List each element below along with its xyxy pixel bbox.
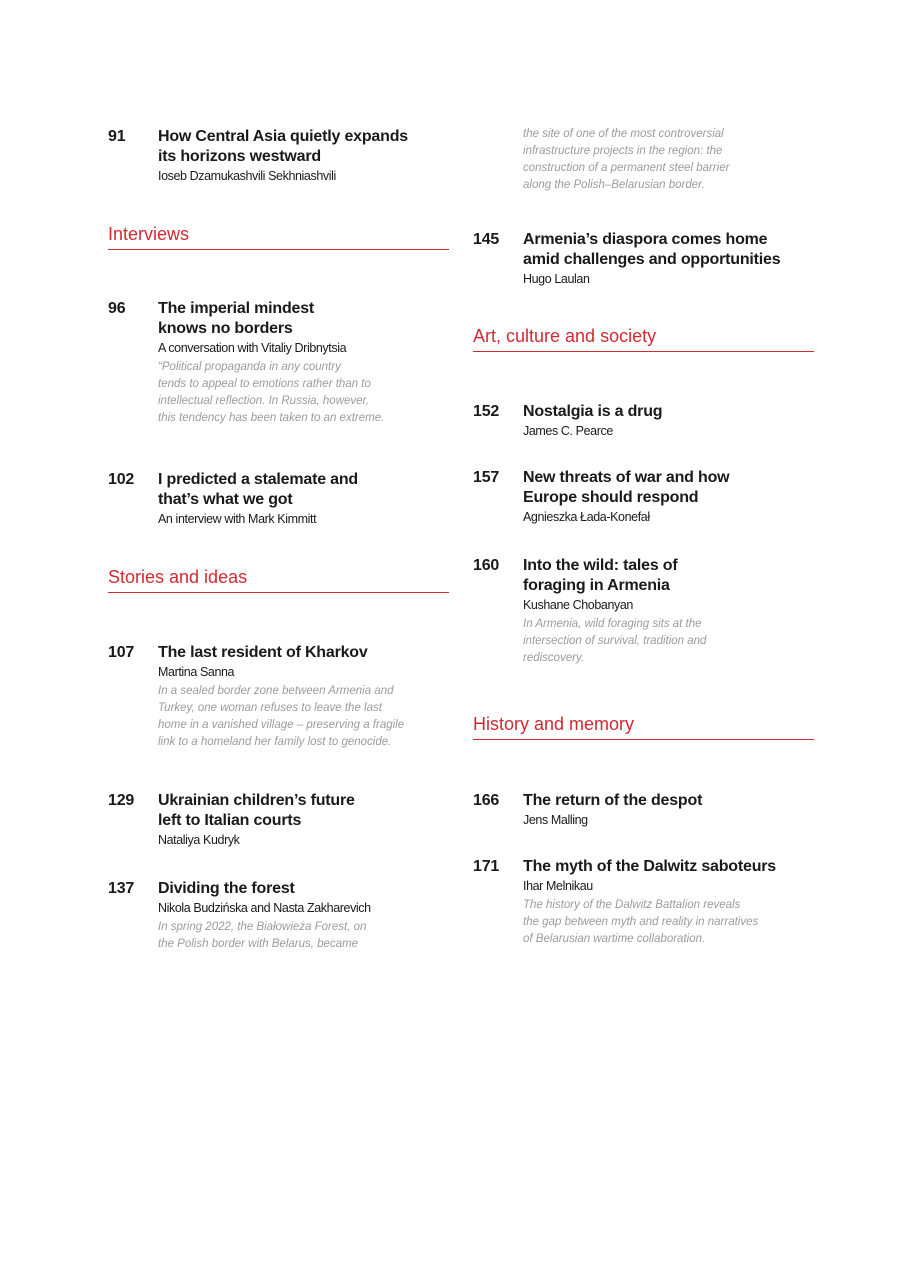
article-blurb: In Armenia, wild foraging sits at the intersection of survival, tradition and rediscovery. [523, 618, 707, 664]
article-author: Martina Sanna [158, 665, 235, 679]
section-heading-history-memory: History and memory [473, 713, 814, 740]
page-number: 166 [473, 792, 500, 809]
article-title: New threats of war and how Europe should respond [523, 469, 730, 506]
page-number: 102 [108, 471, 135, 488]
section-heading-art-culture-society: Art, culture and society [473, 325, 814, 352]
page-number: 171 [473, 858, 500, 875]
article-title: Armenia’s diaspora comes home amid challenges and opportunities [523, 231, 781, 268]
article-title: The myth of the Dalwitz saboteurs [523, 858, 776, 875]
article-author: Jens Malling [523, 813, 588, 827]
article-title: Nostalgia is a drug [523, 403, 663, 420]
article-title: The imperial mindest knows no borders [158, 300, 315, 337]
section-heading-interviews: Interviews [108, 223, 449, 250]
article-title: How Central Asia quietly expands its horizons westward [158, 128, 408, 165]
article-author: A conversation with Vitaliy Dribnytsia [158, 341, 347, 355]
article-author: Nikola Budzińska and Nasta Zakharevich [158, 901, 371, 915]
article-title: Dividing the forest [158, 880, 295, 897]
page-number: 160 [473, 557, 500, 574]
article-author: Ioseb Dzamukashvili Sekhniashvili [158, 169, 336, 183]
article-title: The last resident of Kharkov [158, 644, 368, 661]
article-author: Ihar Melnikau [523, 879, 593, 893]
article-author: Agnieszka Łada-Konefał [523, 510, 650, 524]
article-author: Nataliya Kudryk [158, 833, 240, 847]
page-number: 152 [473, 403, 500, 420]
page-number: 137 [108, 880, 135, 897]
article-title: Into the wild: tales of foraging in Armenia [523, 557, 678, 594]
article-author: An interview with Mark Kimmitt [158, 512, 317, 526]
blurb-continuation: the site of one of the most controversial infrastructure projects in the region: the construction of a permanent steel barrier along the Polish–Belarusian border. [523, 128, 730, 191]
article-title: The return of the despot [523, 792, 703, 809]
article-author: Kushane Chobanyan [523, 598, 633, 612]
article-title: Ukrainian children’s future left to Italian courts [158, 792, 355, 829]
article-blurb: In spring 2022, the Białowieża Forest, on the Polish border with Belarus, became [158, 921, 367, 950]
article-title: I predicted a stalemate and that’s what we got [158, 471, 359, 508]
page-number: 96 [108, 300, 126, 317]
section-heading-stories-and-ideas: Stories and ideas [108, 566, 449, 593]
page-number: 157 [473, 469, 500, 486]
article-blurb: The history of the Dalwitz Battalion reveals the gap between myth and reality in narratives of Belarusian wartime collaboration. [523, 899, 759, 945]
article-author: James C. Pearce [523, 424, 613, 438]
page-number: 145 [473, 231, 500, 248]
article-blurb: “Political propaganda in any country tends to appeal to emotions rather than to intellectual reflection. In Russia, however, this tendency has been taken to an extreme. [158, 361, 385, 424]
page-number: 107 [108, 644, 135, 661]
article-author: Hugo Laulan [523, 272, 590, 286]
page-number: 129 [108, 792, 135, 809]
page-number: 91 [108, 128, 126, 145]
article-blurb: In a sealed border zone between Armenia and Turkey, one woman refuses to leave the last home in a vanished village – preserving a fragile link to a homeland her family lost to genocide. [158, 685, 405, 748]
